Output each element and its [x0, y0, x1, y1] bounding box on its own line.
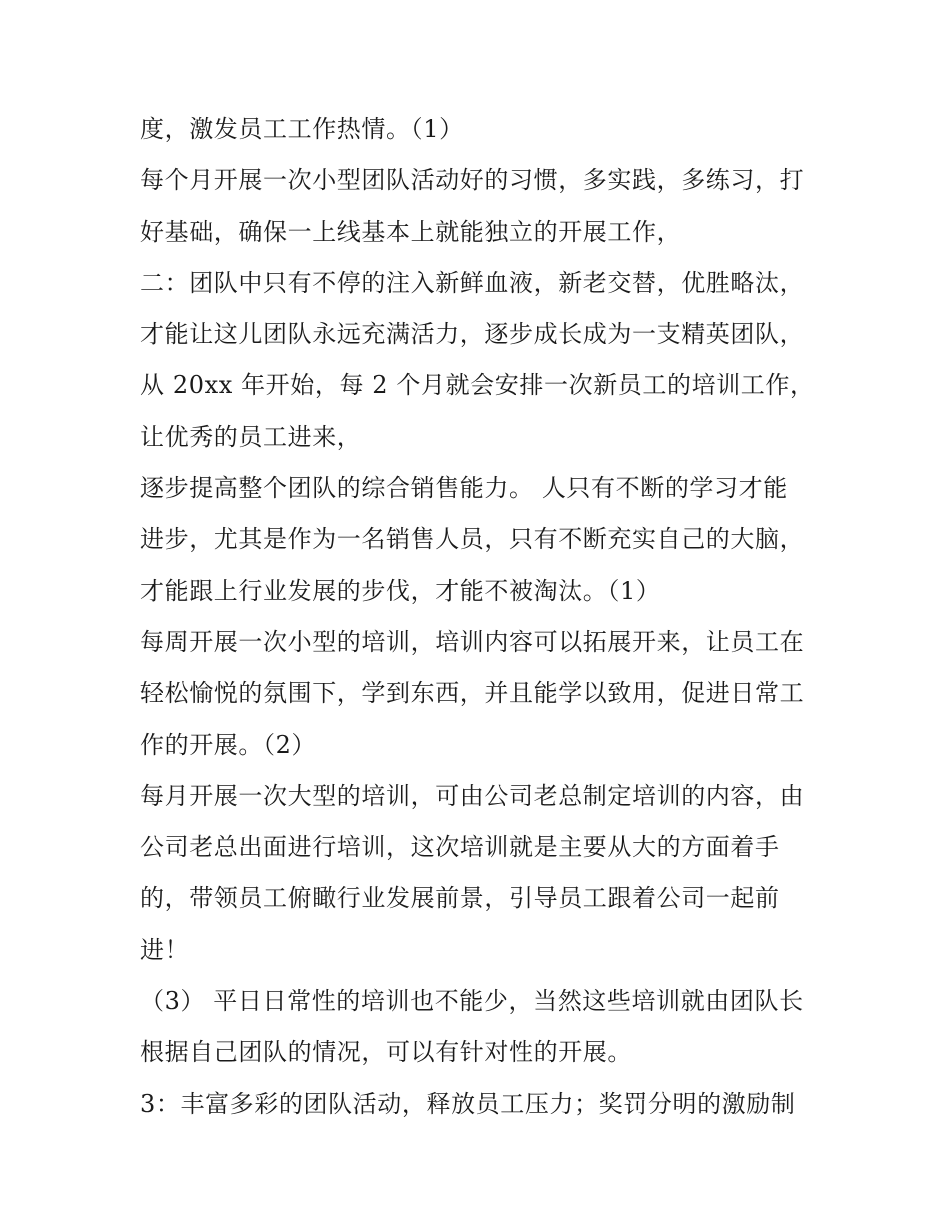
text-line: 每周开展一次小型的培训，培训内容可以拓展开来，让员工在 — [140, 627, 805, 656]
text-line: 进！ — [140, 935, 190, 964]
text-line: 才能让这儿团队永远充满活力，逐步成长成为一支精英团队， — [140, 320, 805, 349]
text-line: 的，带领员工俯瞰行业发展前景，引导员工跟着公司一起前 — [140, 884, 780, 913]
text-line: 轻松愉悦的氛围下，学到东西，并且能学以致用，促进日常工 — [140, 679, 805, 708]
text-line: 公司老总出面进行培训，这次培训就是主要从大的方面着手 — [140, 833, 780, 862]
text-line: 进步，尤其是作为一名销售人员，只有不断充实自己的大脑， — [140, 525, 805, 554]
text-line: （3） 平日日常性的培训也不能少，当然这些培训就由团队长 — [140, 987, 804, 1016]
text-line: 才能跟上行业发展的步伐，才能不被淘汰。（1） — [140, 576, 661, 605]
text-line: 作的开展。（2） — [140, 730, 317, 759]
text-line: 好基础，确保一上线基本上就能独立的开展工作， — [140, 217, 682, 246]
text-line: 每个月开展一次小型团队活动好的习惯，多实践，多练习，打 — [140, 166, 805, 195]
text-line: 从 20xx 年开始，每 2 个月就会安排一次新员工的培训工作， — [140, 371, 815, 400]
text-line: 让优秀的员工进来， — [140, 422, 362, 451]
text-line: 每月开展一次大型的培训，可由公司老总制定培训的内容，由 — [140, 781, 805, 810]
text-line: 二：团队中只有不停的注入新鲜血液，新老交替，优胜略汰， — [140, 268, 805, 297]
text-line: 3：丰富多彩的团队活动，释放员工压力；奖罚分明的激励制 — [140, 1089, 796, 1118]
text-line: 度，激发员工工作热情。（1） — [140, 115, 464, 143]
text-line: 逐步提高整个团队的综合销售能力。 人只有不断的学习才能 — [140, 474, 788, 503]
text-line: 根据自己团队的情况，可以有针对性的开展。 — [140, 1038, 632, 1067]
body-text — [140, 104, 820, 1130]
